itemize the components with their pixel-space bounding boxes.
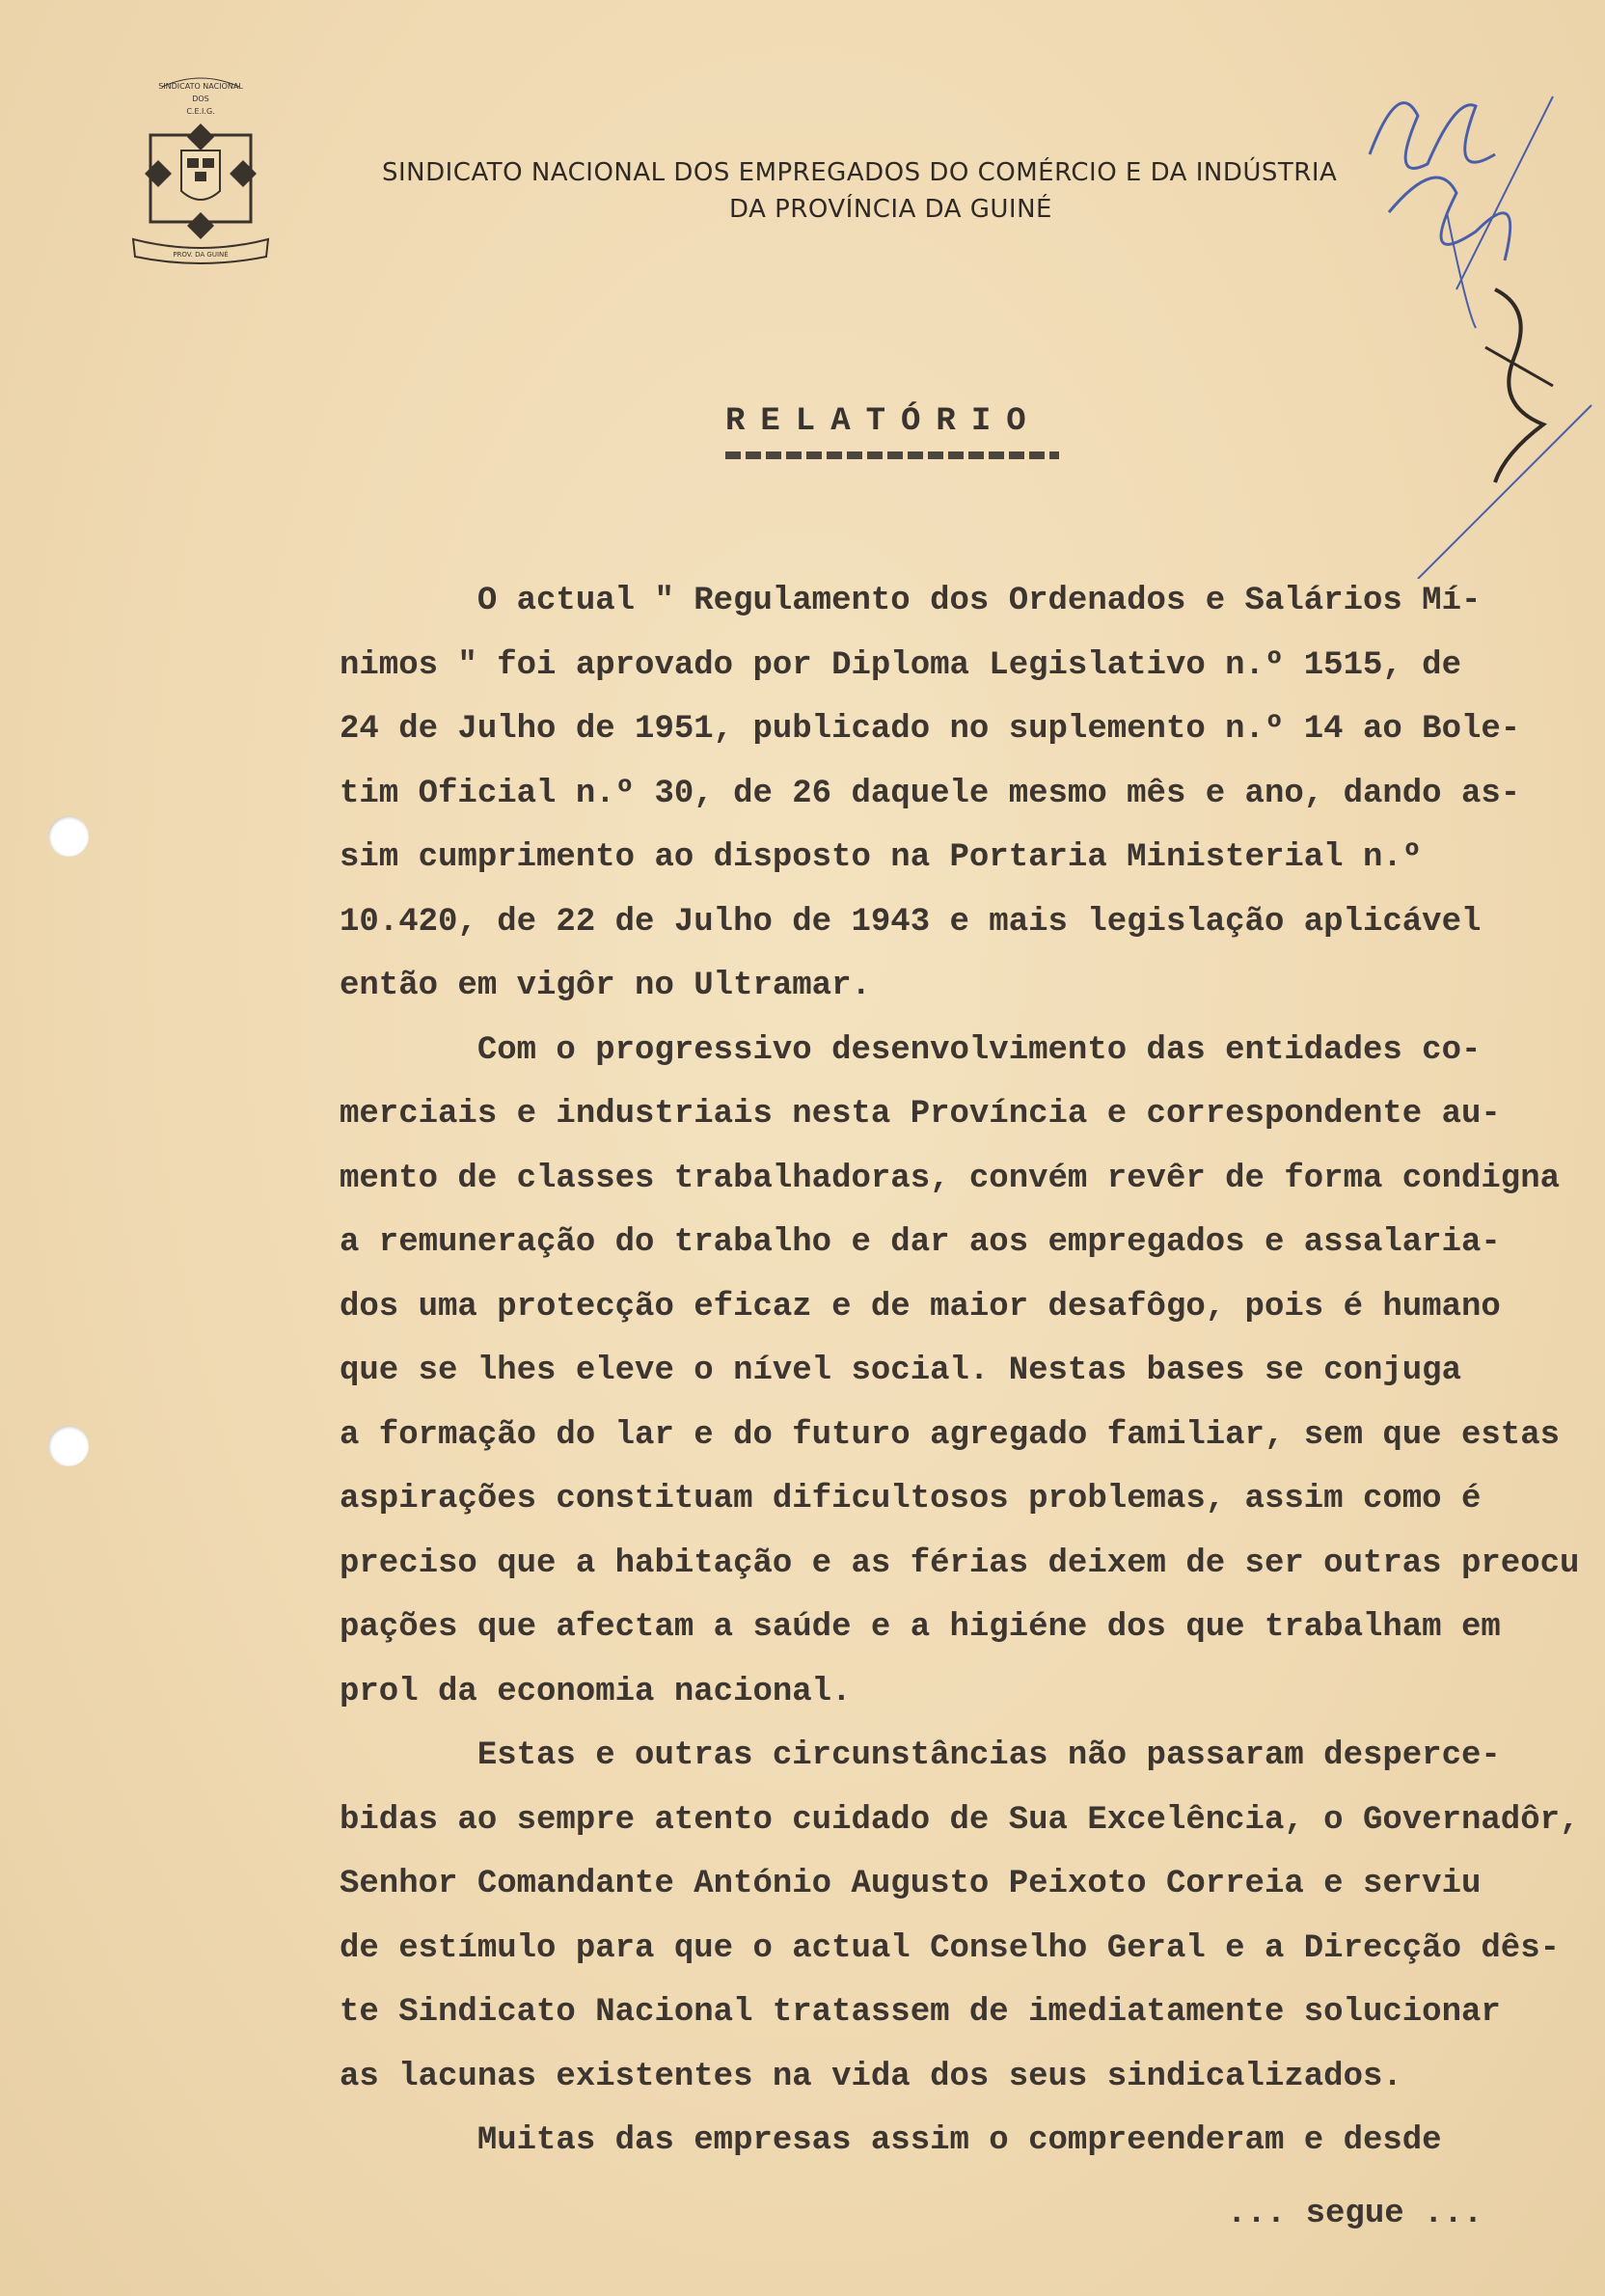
body-line: preciso que a habitação e as férias deixem de ser outras preocu [340,1544,1580,1582]
body-line: mento de classes trabalhadoras, convém revêr de forma condigna [340,1160,1561,1197]
body-line: Senhor Comandante António Augusto Peixoto Correia e serviu [340,1866,1482,1902]
body-line: dos uma protecção eficaz e de maior desafôgo, pois é humano [340,1288,1501,1326]
svg-text:C.E.I.G.: C.E.I.G. [186,107,215,116]
body-line: Estas e outras circunstâncias não passaram desperce- [340,1737,1501,1774]
body-line: merciais e industriais nesta Província e correspondente au- [340,1096,1501,1133]
continuation-note: ... segue ... [1227,2196,1483,2232]
body-line: aspirações constituam dificultosos problemas, assim como é [340,1481,1482,1517]
svg-text:DOS: DOS [192,95,209,103]
body-line: que se lhes eleve o nível social. Nestas bases se conjuga [340,1353,1461,1389]
document-body [340,569,1580,2173]
body-line: bidas ao sempre atento cuidado de Sua Excelência, o Governadôr, [340,1801,1580,1839]
body-line: te Sindicato Nacional tratassem de imediatamente solucionar [340,1994,1501,2031]
svg-text:PROV. DA GUINÉ: PROV. DA GUINÉ [173,251,229,259]
letterhead-line-1: SINDICATO NACIONAL DOS EMPREGADOS DO COMÉRCIO E DA INDÚSTRIA [382,158,1338,187]
body-line: 24 de Julho de 1951, publicado no suplemento n.º 14 ao Bole- [340,711,1521,748]
letterhead [382,154,1433,228]
body-line: Muitas das empresas assim o compreenderam e desde [340,2122,1442,2159]
body-line: nimos " foi aprovado por Diploma Legislativo n.º 1515, de [340,646,1461,684]
handwritten-signature-icon [1331,39,1601,579]
body-line: de estímulo para que o actual Conselho Geral e a Direcção dês- [340,1929,1561,1967]
union-seal-icon [123,68,278,270]
title-underline [725,451,1059,459]
punch-hole-top [48,816,89,857]
body-line: a formação do lar e do futuro agregado familiar, sem que estas [340,1416,1561,1454]
body-line: prol da economia nacional. [340,1673,852,1710]
body-line: Com o progressivo desenvolvimento das entidades co- [340,1031,1482,1069]
letterhead-line-2: DA PROVÍNCIA DA GUINÉ [729,195,1052,224]
body-line: tim Oficial n.º 30, de 26 daquele mesmo mês e ano, dando as- [340,775,1521,812]
body-line: pações que afectam a saúde e a higiéne dos que trabalham em [340,1609,1501,1646]
svg-text:SINDICATO NACIONAL: SINDICATO NACIONAL [158,82,243,91]
body-line: então em vigôr no Ultramar. [340,968,871,1004]
body-line: sim cumprimento ao disposto na Portaria Ministerial n.º [340,839,1423,876]
body-line: a remuneração do trabalho e dar aos empregados e assalaria- [340,1224,1501,1261]
document-title: RELATÓRIO [725,403,1042,440]
punch-hole-bottom [48,1426,89,1466]
body-line: O actual " Regulamento dos Ordenados e Salários Mí- [340,583,1482,619]
body-line: as lacunas existentes na vida dos seus sindicalizados. [340,2058,1402,2095]
body-line: 10.420, de 22 de Julho de 1943 e mais legislação aplicável [340,903,1482,941]
